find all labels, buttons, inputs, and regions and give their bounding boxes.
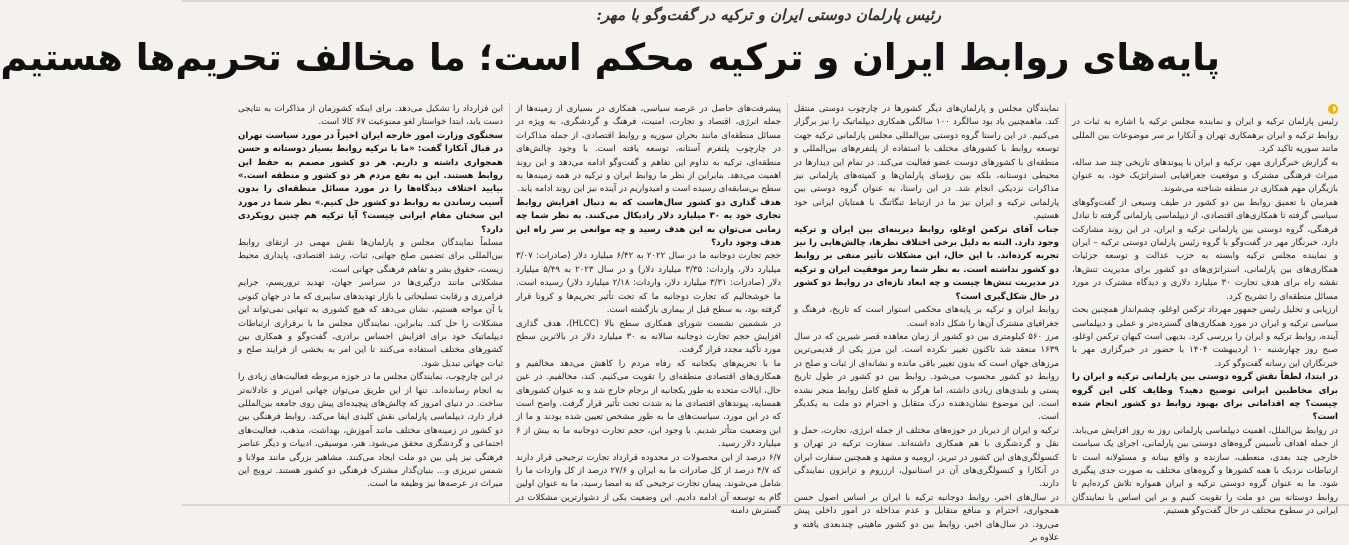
- body-paragraph: مسلماً نمایندگان مجلس و پارلمان‌ها نقش مهمی در ارتقای روابط بین‌المللی برای تضمین صلح جهانی، ثبات، رشد اقتصادی، پایداری محیط زیست، حقوق بشر و تفاهم فرهنگی جهانی است.: [238, 238, 503, 275]
- body-paragraph: روابط ایران و ترکیه بر پایه‌های محکمی استوار است که تاریخ، فرهنگ و جغرافیای مشترک آن‌ها را شکل داده است.: [794, 305, 1059, 329]
- body-paragraph: مرز ۵۶۰ کیلومتری بین دو کشور از زمان معاهده قصر شیرین که در سال ۱۶۳۹ منعقد شد تاکنون تغییر نکرده است. این مرز یکی از قدیمی‌ترین مرزهای جهان است که بدون تغییر باقی مانده و نشانه‌ای از ثبات و صلح در روابط دو کشور محسوب می‌شود. روابط بین دو کشور در طول تاریخ پستی و بلندی‌های زیادی داشته، اما هرگز به قطع کامل روابط منجر نشده است. این موضوع نشان‌دهنده درک متقابل و احترام دو ملت به یکدیگر است.: [794, 331, 1059, 423]
- body-paragraph: نمایندگان مجلس و پارلمان‌های دیگر کشورها در چارچوب دوستی منتقل کند. ماهمچنین یاد بود سالگرد ۱۰۰ سالگی همکاری دیپلماتیک را نیز برگزار می‌کنیم. در این راستا گروه دوستی بین‌المللی مجلس پارلمانی ترکیه جهت توسعه روابط با کشورهای مختلف با استفاده از پلتفرم‌های بین‌المللی و منطقه‌ای با کشورهای دوست عضو فعالیت می‌کند. در تمام این دیدارها در محیطی دوستانه، بلکه بین رؤسای پارلمان‌ها و کمیته‌های پارلمانی نیز مذاکرات نزدیکی انجام شد. در این راستا، به عنوان گروه دوستی بین پارلمانی ترکیه و ایران نیز ما در ارتباط تنگاتنگ با همتایان ایرانی خود هستیم.: [794, 104, 1059, 222]
- body-paragraph: حجم تجارت دوجانبه ما در سال ۲۰۲۲ به ۶/۴۲ میلیارد دلار (صادرات: ۳/۰۷ میلیارد دلار، واردات: ۳/۳۵ میلیارد دلار) و در سال ۲۰۲۳ به ۵/۴۹ میلیارد دلار (صادرات: ۳/۳۱ میلیارد دلار، واردات: ۲/۱۸ میلیارد دلار) رسیده است. ما خوشحالیم که تجارت دوجانبه ما که تحت تأثیر تحریم‌ها و کرونا قرار گرفته بود، به سطح قبل از بیماری بازگشته است.: [516, 251, 781, 316]
- body-paragraph: در ششمین نشست شورای همکاری سطح بالا (HLCC)، هدف گذاری افزایش حجم تجارت دوجانبه سالانه به ۳۰ میلیارد دلار در بالاترین سطح مورد تأکید مجدد قرار گرفت.: [516, 318, 781, 356]
- body-paragraph: در روابط بین‌الملل، اهمیت دیپلماسی پارلمانی روز به روز افزایش می‌یابد. از جمله اهداف تأسیس گروه‌های دوستی بین پارلمانی، اجرای یک سیاست خارجی چند بعدی، منعطف، سازنده و واقع بینانه و مسئولانه است تا ارتباطات نزدیک با همه کشورها و گروه‌های مختلف به صورت جدی پیگیری شود. ما به عنوان گروه دوستی ترکیه و ایران همواره تلاش کرده‌ایم تا روابط دوستانه بین دو ملت را تقویت کنیم و بر این اساس با نمایندگان ایرانی در سطوح مختلف در حال گفت‌وگو هستیم.: [1072, 425, 1338, 517]
- body-paragraph: در این چارچوب، نمایندگان مجلس ما در حوزه مربوطه فعالیت‌های زیادی را به انجام رسانده‌اند. تنها از این طریق می‌توان جهانی امن‌تر و عادلانه‌تر ساخت. در دنیای امروز که چالش‌های پیچیده‌ای پیش روی جامعه بین‌المللی قرار دارد، دیپلماسی پارلمانی نقش کلیدی ایفا می‌کند. روابط فرهنگی بین دو کشور در زمینه‌های مختلف مانند آموزش، بهداشت، مذهب، فعالیت‌های اجتماعی و گردشگری محقق می‌شود. هنر، موسیقی، ادبیات و دیگر عناصر فرهنگی نیز پلی بین دو ملت ایجاد می‌کنند. مشاهیر بزرگی مانند مولانا و شمس تبریزی و... بنیان‌گذار مشترک فرهنگی دو کشور هستند. ترویج این میراث در عرصه‌ها نیز وظیفه ما است.: [238, 372, 503, 490]
- article-columns: [187, 103, 1344, 543]
- interview-question: سخنگوی وزارت امور خارجه ایران اخیراً در مورد سیاست تهران در قبال آنکارا گفت: «ما با ترکیه روابط بسیار دوستانه و حسن همجواری داشته و داریم. هر دو کشور مصمم به حفظ این روابط هستند. این به نفع مردم هر دو کشور و منطقه است.» بیایید اختلاف دیدگاه‌ها را در مورد مسائل منطقه‌ای را بدون آسیب رساندن به روابط دو کشور حل کنیم.» نظر شما در مورد این سخنان مقام ایرانی چیست؟ آیا ترکیه هم چنین رویکردی دارد؟: [238, 130, 503, 235]
- body-paragraph: این قرارداد را تشکیل می‌دهد. برای اینکه کشورمان از مذاکرات به نتایجی دست یابد، ابتدا خواستار لغو ممنوعیت ۶۷ کالا است.: [238, 104, 503, 128]
- article-column-3: [510, 103, 788, 517]
- body-paragraph: در سال‌های اخیر، روابط دوجانبه ترکیه با ایران بر اساس اصول حسن همجواری، احترام و منافع متقابل و عدم مداخله در امور داخلی پیش می‌رود. در سال‌های اخیر، روابط بین دو کشور ماهیتی چندبعدی یافته و علاوه بر: [794, 492, 1059, 543]
- body-paragraph: ترکیه و ایران از دیرباز در حوزه‌های مختلف از جمله انرژی، تجارت، حمل و نقل و گردشگری با هم همکاری داشته‌اند. سفارت ترکیه در تهران و کنسولگری‌های این کشور در تبریز، ارومیه و مشهد و همچنین سفارت ایران در آنکارا و کنسولگری‌های آن در استانبول، ارزروم و ترابزون نمایندگی دارند.: [794, 425, 1059, 490]
- interview-question: در ابتدا، لطفاً نقش گروه دوستی بین پارلمانی ترکیه و ایران را برای مخاطبین ایرانی توضیح دهید؟ وظایف کلی این گروه چیست؟ چه اقداماتی برای بهبود روابط دو کشور انجام شده است؟: [1072, 372, 1338, 423]
- body-paragraph: ما با تحریم‌های یکجانبه که رفاه مردم را کاهش می‌دهد مخالفیم و همکاری‌های اقتصادی منطقه‌ای را تقویت می‌کنیم. کند، مخالفیم. در عین حال، ایالات متحده به طور یکجانبه از برجام خارج شد و به عنوان کشورهای همسایه، پیوندهای اقتصادی ما به شدت تحت تأثیر قرار گرفت. واضح است که در این مورد، سیاست‌های ما به طور مشخص تعیین شده بودند و ما از این وضعیت متأثر شدیم. با وجود این، حجم تجارت دوجانبه ما به بیش از ۶ میلیارد دلار رسید.: [516, 358, 781, 450]
- interview-question: هدف گذاری دو کشور سال‌هاست که به دنبال افزایش روابط تجاری خود به ۳۰ میلیارد دلار رادیکال می‌کنند. به نظر شما چه زمانی می‌توان به این هدف رسید و چه موانعی بر سر راه این هدف وجود دارد؟: [516, 197, 781, 249]
- body-paragraph: ارزیابی و تحلیل رئیس جمهور مهرداد ترکمن اوغلو، چشم‌انداز همچنین بحث سیاسی ترکیه و ایران در مورد همکاری‌های گسترده‌تر و عملی و دیپلماسی آینده، روابط ترکیه و ایران را بررسی کرد. بدیهی است کیهان ترکمن اوغلو، صبح روز چهارشنبه ۱۰ اردیبهشت ۱۴۰۴ با حضور در خبرگزاری مهر با خبرنگاران این رسانه گفت‌وگو کرد.: [1072, 305, 1338, 369]
- body-paragraph: مشکلاتی مانند درگیری‌ها در سراسر جهان، تهدید تروریسم، جرایم فرامرزی و رقابت تسلیحاتی یا بازار تهدیدهای سایبری که ما در جهان کنونی با آن مواجه هستیم، نشان می‌دهد که هیچ کشوری به تنهایی نمی‌تواند این مشکلات را حل کند. بنابراین، نمایندگان مجلس ما با برقراری ارتباطات دیپلماتیک خود برای افزایش احساس برادری، گفت‌وگو و همکاری بین کشورهای مختلف استفاده می‌کنند تا این امر به بخشی از فرایند صلح و ثبات جهانی تبدیل شود.: [238, 278, 503, 369]
- article-column-1: [1066, 103, 1344, 517]
- article-column-4: [232, 103, 510, 503]
- top-rule: [182, 0, 1349, 2]
- body-paragraph: همزمان با تعمیق روابط بین دو کشور در طیف وسیعی از گفت‌وگوهای سیاسی گرفته تا همکاری‌های اقتصادی، از دیپلماسی پارلمانی گرفته تا تبادل فرهنگی، گروه دوستی بین پارلمانی ترکیه و ایران، در این روند مشارکت دارد. خبرنگار مهر در گفت‌وگو با گروه رئیس پارلمان دوستی ترکیه – ایران و نماینده مجلس ترکیه وابسته به حزب عدالت و توسعه جزئیات همکاری‌های بین پارلمانی، استراتژی‌های دو کشور برای مدیریت تنش‌ها، نقشه راه برای هدف تجارت ۳۰ میلیارد دلاری و دیدگاه مشترک در مورد مسائل منطقه‌ای را تشریح کرد.: [1072, 197, 1339, 302]
- mehr-logo-icon: [1328, 104, 1338, 114]
- body-paragraph: به گزارش خبرگزاری مهر، ترکیه و ایران با پیوندهای تاریخی چند صد ساله، میراث فرهنگی مشترک و موقعیت جغرافیایی استراتژیک خود، به عنوان بازیگران مهم همکاری در منطقه شناخته می‌شوند.: [1072, 157, 1338, 195]
- body-paragraph: پیشرفت‌های حاصل در عرصه سیاسی، همکاری در بسیاری از زمینه‌ها از جمله انرژی، اقتصاد و تجارت، امنیت، فرهنگ و گردشگری، به ویژه در مسائل منطقه‌ای مانند بحران سوریه و روابط اقتصادی، از جمله مذاکرات در چارچوب پلتفرم آستانه، توسعه یافته است. با وجود چالش‌های منطقه‌ای، ترکیه به تداوم این تفاهم و گفت‌وگو ادامه می‌دهد و این روند اهمیت می‌دهد. بنابراین از نظر ما روابط ایران و ترکیه در همه زمینه‌ها به سطح بی‌سابقه‌ای رسیده است و امیدواریم در آینده نیز این روند ادامه یابد.: [516, 104, 781, 195]
- interview-question: جناب آقای ترکمن اوغلو، روابط دیرینه‌ای بین ایران و ترکیه وجود دارد. البته به دلیل برخی اختلاف نظرها، چالش‌هایی را نیز تجربه کرده‌اند. با این حال، این مشکلات تأثیر منفی بر روابط دو کشور نداشته است. به نظر شما رمز موفقیت ایران و ترکیه در مدیریت تنش‌ها چیست و چه ابعاد تازه‌ای در روابط دو کشور در حال شکل‌گیری است؟: [794, 224, 1059, 302]
- article-column-2: [788, 103, 1066, 543]
- bottom-rule: [182, 504, 1349, 506]
- article-headline: پایه‌های روابط ایران و ترکیه محکم است؛ ما مخالف تحریم‌ها هستیم: [0, 36, 1220, 79]
- article-kicker: رئیس پارلمان دوستی ایران و ترکیه در گفت‌و‌گو با مهر:: [596, 6, 941, 24]
- body-paragraph: رئیس پارلمان ترکیه و ایران و نماینده مجلس ترکیه با اشاره به ثبات در روابط ترکیه و ایران برهمکاری تهران و آنکارا بر سر موضوعات بین المللی مانند سوریه تاکید کرد.: [1072, 117, 1338, 155]
- body-paragraph: ۶/۷ درصد از این محصولات در محدوده قرارداد تجارت ترجیحی قرار دارند که ۴/۷ درصد از کل صادرات ما به ایران و ۲۷/۶ درصد از کل واردات ما را شامل می‌شوند. پیمان تجارت ترجیحی که به امضا رسید، ما به عنوان اولین گام به توسعه آن ادامه دادیم. این وضعیت یکی از دشوارترین مشکلات در گسترش دامنه: [516, 452, 782, 517]
